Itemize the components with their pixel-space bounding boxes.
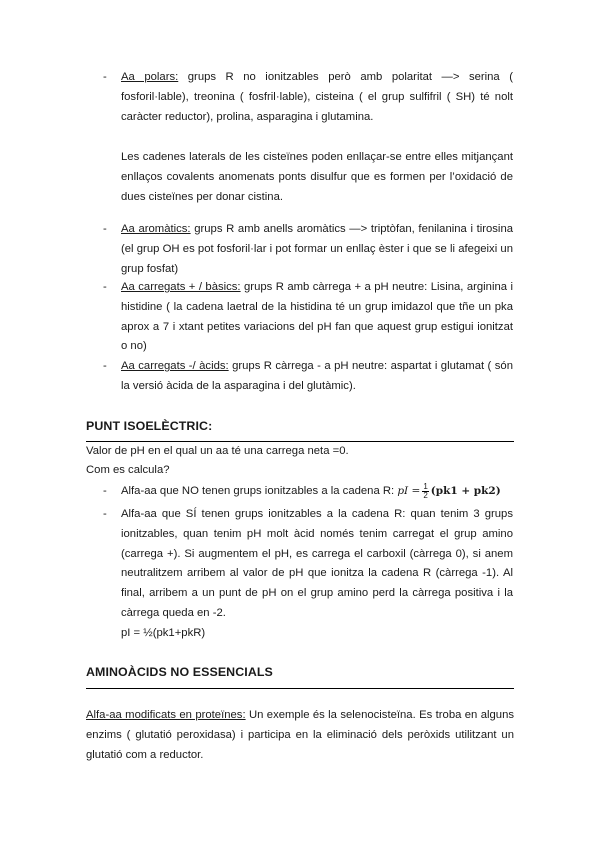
term-acids: Aa carregats -/ àcids: <box>121 360 229 372</box>
list-item-aromatics <box>121 220 513 279</box>
bullet-dash: - <box>103 508 107 520</box>
heading-non-essential: AMINOÀCIDS NO ESSENCIALS <box>86 665 273 679</box>
list-item-basics <box>121 278 513 357</box>
fraction-denominator: 2 <box>423 490 428 500</box>
paragraph-modified-aa <box>86 706 514 765</box>
term-polars: Aa polars: <box>121 71 179 83</box>
list-item-polars <box>121 68 513 127</box>
formula-pi-ionizable: pI = ½(pk1+pkR) <box>121 627 206 639</box>
text-aromatics: grups R amb anells aromàtics —> triptòfan, fenilanina i tirosina (el grup OH es pot fosforil·lar i pot formar un enllaç èster i que se li afegeixi un grup fosfat) <box>121 223 514 275</box>
term-basics: Aa carregats + / bàsics: <box>121 281 241 293</box>
isoelectric-question: Com es calcula? <box>86 464 170 476</box>
list-item-acids <box>121 357 513 397</box>
list-item-ionizable: Alfa-aa que SÍ tenen grups ionitzables a la cadena R: quan tenim 3 grups ionitzables, quan tenim pH molt àcid només tenim carregat el grup amino (carrega +). Si augmentem el pH, es carrega el carboxil (càrrega 0), si anem neutralitzem arribem al valor de pH que ionitza la cadena R (càrrega -1). Al final, arribem a un punt de pH on el grup amino perd la càrrega positiva i la càrrega queda en -2. <box>121 508 513 619</box>
heading-rule <box>86 688 514 689</box>
text-basics: grups R amb càrrega + a pH neutre: Lisina, arginina i histidine ( la cadena laetral de la histidina té un grup imidazol que tñe un pka aprox a 7 i xtant petites variacions del pH fan que aquest grup estigui ionitzat o no) <box>121 281 513 353</box>
heading-isoelectric: PUNT ISOELÈCTRIC: <box>86 419 213 433</box>
text-no-ionizable: Alfa-aa que NO tenen grups ionitzables a la cadena R: <box>121 485 398 497</box>
bullet-dash: - <box>103 281 107 293</box>
term-aromatics: Aa aromàtics: <box>121 223 191 235</box>
isoelectric-definition: Valor de pH en el qual un aa té una carrega neta =0. <box>86 445 349 457</box>
text-modified-aa: Un exemple és la selenocisteïna. Es troba en alguns enzims ( glutatió peroxidasa) i participa en la eliminació dels peròxids utilitzant un glutatió com a reductor. <box>86 709 514 761</box>
term-modified-aa: Alfa-aa modificats en proteïnes: <box>86 709 246 721</box>
bullet-dash: - <box>103 223 107 235</box>
list-item-no-ionizable <box>121 482 521 502</box>
text-acids: grups R càrrega - a pH neutre: aspartat i glutamat ( són la versió àcida de la asparagina i del glutàmic). <box>121 360 513 392</box>
text-polars: grups R no ionitzables però amb polaritat —> serina ( fosforil·lable), treonina ( fosfril·lable), cisteina ( el grup sulfifril ( SH) té nolt caràcter reductor), prolina, asparagina i glutamina. <box>121 71 513 123</box>
bullet-dash: - <box>103 71 107 83</box>
formula-pi-rhs: (pk1 + pk2) <box>430 485 501 497</box>
formula-pi-lhs: pI = <box>397 485 421 497</box>
bullet-dash: - <box>103 360 107 372</box>
fraction-half <box>422 483 428 500</box>
fraction-numerator: 1 <box>423 481 428 491</box>
cysteine-note: Les cadenes laterals de les cisteïnes poden enllaçar-se entre elles mitjançant enllaços covalents anomenats ponts disulfur que es formen per l’oxidació de dues cisteïnes per donar cistina. <box>121 151 513 203</box>
bullet-dash: - <box>103 485 107 497</box>
